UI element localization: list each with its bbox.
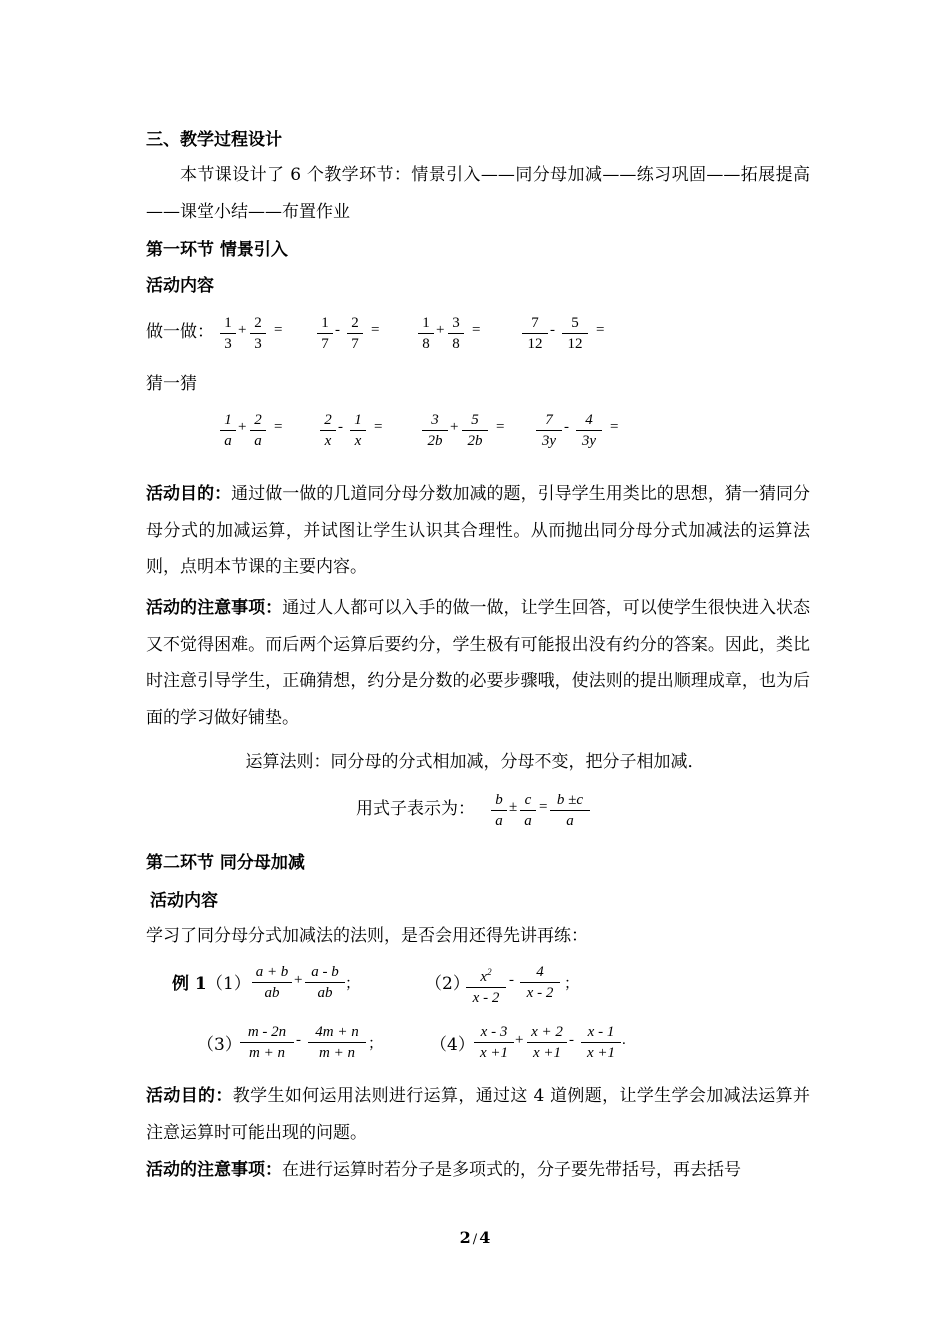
- formula-frac-2-denominator: a: [524, 813, 532, 829]
- do-row-frac-b-2-denominator: 8: [452, 336, 460, 352]
- page-current: 2: [459, 1228, 471, 1247]
- ex1-frac-a: [252, 963, 292, 1002]
- do-row-frac-a-0-bar: [220, 333, 236, 334]
- guess-row-frac-a-2-bar: [422, 430, 448, 431]
- do-row-op-0: +: [238, 322, 247, 338]
- ex1-frac-b-denominator: ab: [317, 985, 333, 1001]
- section1-title: 第一环节 情景引入: [146, 240, 288, 260]
- example-label: 例 1: [172, 974, 207, 994]
- guess-row-frac-a-3: [536, 411, 562, 450]
- do-row-frac-b-3-denominator: 12: [567, 336, 583, 352]
- do-row-frac-b-0: [250, 314, 266, 353]
- ex1-frac-b-bar: [305, 982, 345, 983]
- do-label: 做一做：: [146, 322, 214, 342]
- do-row-frac-a-0-numerator: 1: [224, 315, 232, 331]
- ex4-frac-b-bar: [527, 1042, 567, 1043]
- ex3-frac-a-bar: [240, 1042, 294, 1043]
- ex4-frac-b-denominator: x +1: [532, 1045, 562, 1061]
- do-row-frac-b-0-denominator: 3: [254, 336, 262, 352]
- ex4-op-2: -: [569, 1032, 574, 1048]
- formula-frac-3: [550, 791, 590, 830]
- do-row-op-1: -: [335, 322, 340, 338]
- guess-row-frac-b-0-numerator: 2: [254, 412, 262, 428]
- section2-title: 第二环节 同分母加减: [146, 853, 305, 873]
- ex1-frac-a-numerator: a + b: [255, 964, 289, 980]
- ex1-frac-a-bar: [252, 982, 292, 983]
- ex4-frac-a-bar: [474, 1042, 514, 1043]
- ex4-frac-c: [581, 1023, 621, 1062]
- purpose-text: 通过做一做的几道同分母分数加减的题，引导学生用类比的思想，猜一猜同分母分式的加减运算，并试图让学生认识其合理性。从而抛出同分母分式加减法的运算法则，点明本节课的主要内容。: [146, 484, 811, 577]
- do-row-frac-a-1-bar: [317, 333, 333, 334]
- guess-row-frac-b-2-numerator: 5: [471, 412, 479, 428]
- do-row-eq-1: =: [371, 322, 380, 338]
- ex2-frac-b-numerator: 4: [536, 964, 544, 980]
- ex4-frac-c-numerator: x - 1: [587, 1024, 615, 1040]
- guess-row-frac-b-0-denominator: a: [254, 433, 262, 449]
- section1-activity-label: 活动内容: [146, 276, 214, 296]
- ex2-frac-b-denominator: x - 2: [526, 985, 554, 1001]
- do-row-frac-a-3-numerator: 7: [531, 315, 539, 331]
- do-row-frac-b-3-numerator: 5: [571, 315, 579, 331]
- do-row-frac-a-2-bar: [418, 333, 434, 334]
- ex4-op-1: +: [515, 1032, 524, 1048]
- do-row-frac-a-1: [317, 314, 333, 353]
- guess-row-op-3: -: [564, 419, 569, 435]
- do-row-eq-3: =: [596, 322, 605, 338]
- ex2-frac-a-numerator: $x^2$: [480, 967, 492, 985]
- ex3-frac-a: [240, 1023, 294, 1062]
- guess-row-frac-a-2-numerator: 3: [431, 412, 439, 428]
- ex3-frac-b-numerator: 4m + n: [315, 1024, 359, 1040]
- ex1-frac-b: [305, 963, 345, 1002]
- guess-row-frac-a-2-denominator: 2b: [427, 433, 443, 449]
- guess-row-frac-a-0-bar: [220, 430, 236, 431]
- guess-label: 猜一猜: [146, 374, 197, 394]
- guess-row-frac-b-1: [350, 411, 366, 450]
- formula-eq: =: [539, 799, 548, 815]
- do-row-frac-b-1-numerator: 2: [351, 315, 359, 331]
- formula-label: 用式子表示为：: [356, 799, 475, 819]
- ex2-frac-b-bar: [520, 982, 560, 983]
- do-row-frac-a-2-denominator: 8: [422, 336, 430, 352]
- guess-row-eq-2: =: [496, 419, 505, 435]
- page-total: 4: [479, 1228, 491, 1247]
- ex2-frac-b: [520, 963, 560, 1002]
- purpose-paragraph-1: [146, 476, 810, 586]
- do-row-frac-a-3-bar: [522, 333, 548, 334]
- guess-row-frac-b-2-denominator: 2b: [467, 433, 483, 449]
- do-row-frac-a-3-denominator: 12: [527, 336, 543, 352]
- ex2-op: -: [509, 972, 514, 988]
- do-row-frac-a-2: [418, 314, 434, 353]
- guess-row-frac-a-3-denominator: 3y: [541, 433, 557, 449]
- do-row-frac-a-1-denominator: 7: [321, 336, 329, 352]
- guess-row-frac-a-1-bar: [320, 430, 336, 431]
- do-row-eq-0: =: [274, 322, 283, 338]
- ex2-end: ；: [564, 976, 580, 992]
- do-row-frac-b-0-bar: [250, 333, 266, 334]
- guess-row-frac-a-1-denominator: x: [324, 433, 332, 449]
- guess-row-frac-b-1-bar: [350, 430, 366, 431]
- guess-row-op-1: -: [338, 419, 343, 435]
- page-separator: /: [472, 1232, 478, 1247]
- guess-row-frac-b-1-denominator: x: [354, 433, 362, 449]
- do-row-frac-b-1-denominator: 7: [351, 336, 359, 352]
- guess-row-frac-a-3-numerator: 7: [545, 412, 553, 428]
- do-row-frac-a-2-numerator: 1: [422, 315, 430, 331]
- rule-text: 运算法则：同分母的分式相加减，分母不变，把分子相加减．: [245, 752, 705, 772]
- guess-row-eq-3: =: [610, 419, 619, 435]
- ex3-frac-b: [308, 1023, 366, 1062]
- do-row-frac-a-3: [522, 314, 548, 353]
- guess-row-frac-a-0: [220, 411, 236, 450]
- guess-row-frac-b-0-bar: [250, 430, 266, 431]
- guess-row-frac-b-1-numerator: 1: [354, 412, 362, 428]
- note-paragraph-1: [146, 590, 810, 736]
- do-row-frac-b-2-numerator: 3: [452, 315, 460, 331]
- section2-activity-label: 活动内容: [150, 891, 218, 911]
- note-paragraph-2: [146, 1152, 810, 1189]
- guess-row-frac-b-3: [576, 411, 602, 450]
- note-label-2: 活动的注意事项：: [146, 1160, 282, 1180]
- ex2-frac-a: [466, 963, 506, 1007]
- ex1-frac-a-denominator: ab: [264, 985, 280, 1001]
- do-row-frac-b-2: [448, 314, 464, 353]
- guess-row-frac-b-2-bar: [462, 430, 488, 431]
- guess-row-frac-a-0-numerator: 1: [224, 412, 232, 428]
- ex4-end: .: [622, 1032, 626, 1048]
- formula-frac-2: [520, 791, 536, 830]
- ex1-index: （1）: [206, 974, 251, 994]
- ex3-index: （3）: [197, 1035, 242, 1055]
- formula-frac-1-bar: [491, 810, 507, 811]
- do-row-frac-b-1-bar: [347, 333, 363, 334]
- do-row-frac-b-3: [562, 314, 588, 353]
- ex4-frac-b: [527, 1023, 567, 1062]
- formula-frac-1-numerator: b: [495, 792, 503, 808]
- guess-row-eq-1: =: [374, 419, 383, 435]
- guess-row-frac-b-0: [250, 411, 266, 450]
- ex4-frac-a-numerator: x - 3: [480, 1024, 508, 1040]
- ex3-frac-a-numerator: m - 2n: [247, 1024, 287, 1040]
- ex2-frac-a-denominator: x - 2: [472, 990, 500, 1006]
- do-row-op-2: +: [436, 322, 445, 338]
- purpose-label: 活动目的：: [146, 484, 232, 504]
- ex4-frac-a-denominator: x +1: [479, 1045, 509, 1061]
- do-row-op-3: -: [550, 322, 555, 338]
- ex1-op: +: [294, 972, 303, 988]
- do-row-frac-a-1-numerator: 1: [321, 315, 329, 331]
- guess-row-frac-b-3-denominator: 3y: [581, 433, 597, 449]
- guess-row-op-0: +: [238, 419, 247, 435]
- ex1-end: ；: [345, 976, 361, 992]
- do-row-frac-a-0: [220, 314, 236, 353]
- ex3-frac-a-denominator: m + n: [249, 1045, 285, 1061]
- do-row-frac-b-1: [347, 314, 363, 353]
- ex4-frac-a: [474, 1023, 514, 1062]
- ex1-frac-b-numerator: a - b: [311, 964, 339, 980]
- guess-row-frac-a-1-numerator: 2: [324, 412, 332, 428]
- formula-frac-3-denominator: a: [566, 813, 574, 829]
- ex3-frac-b-bar: [308, 1042, 366, 1043]
- formula-frac-1-denominator: a: [495, 813, 503, 829]
- guess-row-frac-b-2: [462, 411, 488, 450]
- guess-row-frac-b-3-bar: [576, 430, 602, 431]
- guess-row-op-2: +: [450, 419, 459, 435]
- ex4-frac-c-bar: [581, 1042, 621, 1043]
- formula-op: ±: [509, 799, 518, 815]
- do-row-eq-2: =: [472, 322, 481, 338]
- section2-lead: 学习了同分母分式加减法的法则，是否会用还得先讲再练：: [146, 926, 588, 946]
- ex3-op: -: [296, 1032, 301, 1048]
- note-label: 活动的注意事项：: [146, 598, 283, 618]
- ex3-end: ；: [368, 1036, 384, 1052]
- do-row-frac-a-0-denominator: 3: [224, 336, 232, 352]
- formula-frac-3-numerator: b ±c: [556, 792, 584, 808]
- guess-row-frac-b-3-numerator: 4: [585, 412, 593, 428]
- do-row-frac-b-0-numerator: 2: [254, 315, 262, 331]
- page-number: [0, 1228, 950, 1247]
- purpose-text-2: 教学生如何运用法则进行运算，通过这 4 道例题，让学生学会加减法运算并注意运算时可能出现的问题。: [146, 1086, 811, 1143]
- formula-frac-3-bar: [550, 810, 590, 811]
- intro-paragraph: 本节课设计了 6 个教学环节：情景引入——同分母加减——练习巩固——拓展提高——课堂小结——布置作业: [146, 165, 810, 222]
- formula-frac-2-bar: [520, 810, 536, 811]
- ex3-frac-b-denominator: m + n: [319, 1045, 355, 1061]
- ex4-frac-c-denominator: x +1: [586, 1045, 616, 1061]
- formula-frac-1: [491, 791, 507, 830]
- ex2-frac-a-bar: [466, 987, 506, 988]
- guess-row-eq-0: =: [274, 419, 283, 435]
- note-text: 通过人人都可以入手的做一做，让学生回答，可以使学生很快进入状态又不觉得困难。而后两个运算后要约分，学生极有可能报出没有约分的答案。因此，类比时注意引导学生，正确猜想，约分是分数的必要步骤哦，使法则的提出顺理成章，也为后面的学习做好铺垫。: [146, 598, 811, 728]
- ex4-frac-b-numerator: x + 2: [531, 1024, 563, 1040]
- purpose-label-2: 活动目的：: [146, 1086, 233, 1106]
- section-heading: 三、教学过程设计: [146, 130, 282, 150]
- do-row-frac-b-3-bar: [562, 333, 588, 334]
- do-row-frac-b-2-bar: [448, 333, 464, 334]
- note-text-2: 在进行运算时若分子是多项式的，分子要先带括号，再去括号: [282, 1160, 741, 1180]
- formula-frac-2-numerator: c: [524, 792, 532, 808]
- ex2-frac-a-exponent: 2: [487, 967, 492, 977]
- guess-row-frac-a-3-bar: [536, 430, 562, 431]
- guess-row-frac-a-0-denominator: a: [224, 433, 232, 449]
- guess-row-frac-a-1: [320, 411, 336, 450]
- guess-row-frac-a-2: [422, 411, 448, 450]
- purpose-paragraph-2: [146, 1078, 810, 1151]
- ex2-index: （2）: [425, 974, 470, 994]
- ex4-index: （4）: [430, 1035, 475, 1055]
